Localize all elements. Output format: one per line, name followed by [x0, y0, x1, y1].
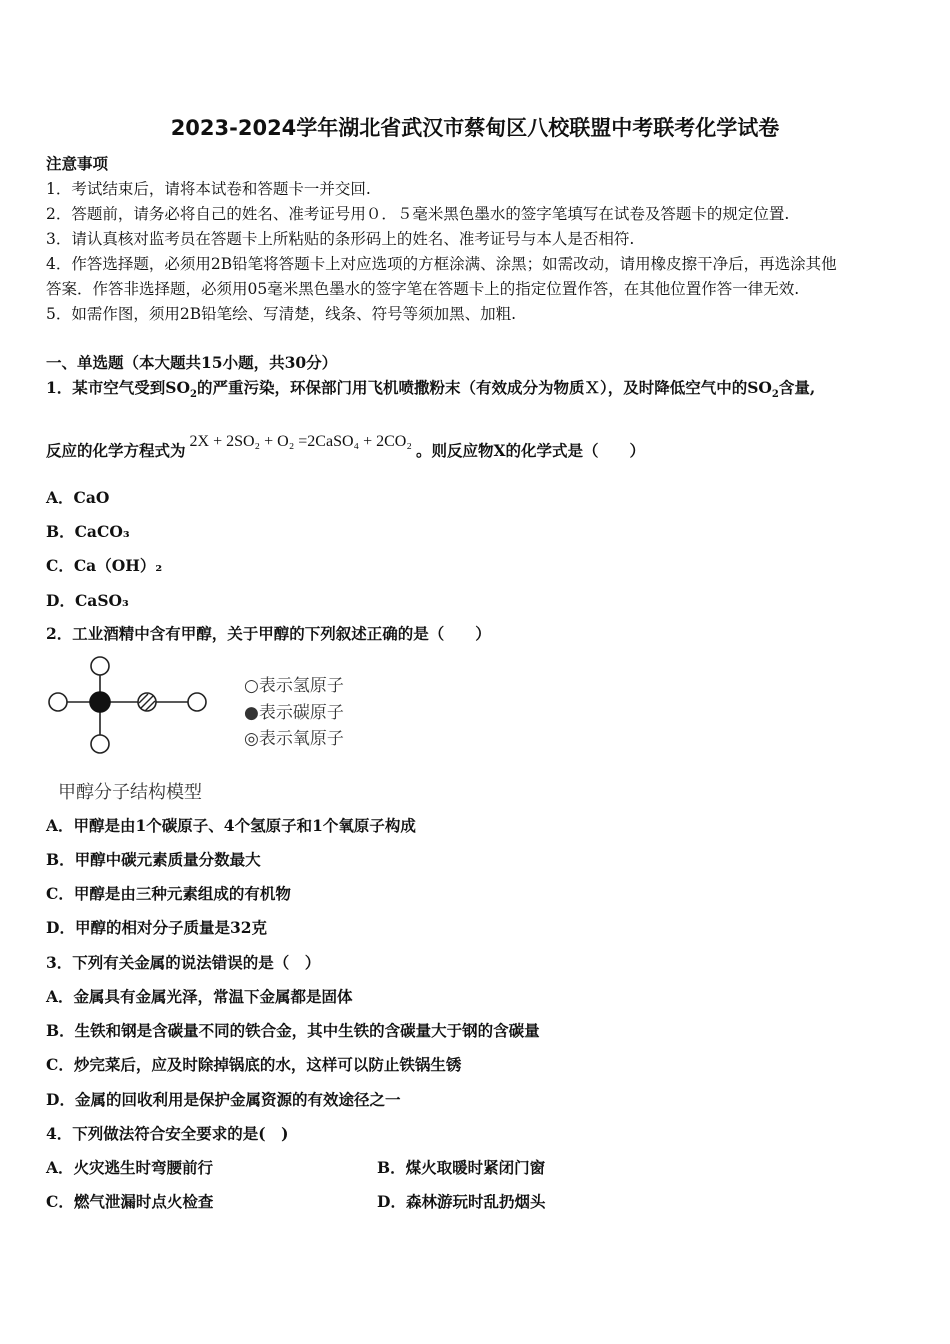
- q2-option-d[interactable]: D．甲醇的相对分子质量是32克: [46, 918, 268, 937]
- hydrogen-atom-left: [49, 693, 67, 711]
- legend-oxygen: ◎表示氧原子: [244, 729, 344, 749]
- page-title: 2023-2024学年湖北省武汉市蔡甸区八校联盟中考联考化学试卷: [170, 116, 780, 140]
- carbon-atom: [90, 692, 110, 712]
- q4-option-c[interactable]: C．燃气泄漏时点火检查: [46, 1192, 214, 1211]
- note-item: 2．答题前，请务必将自己的姓名、准考证号用０．５毫米黑色墨水的签字笔填写在试卷及答题卡的规定位置.: [46, 205, 790, 223]
- question-1-equation-line: 反应的化学方程式为 2X + 2SO₂ + O₂ =2CaSO₄ + 2CO₂ 。则反应物X的化学式是（ ）: [46, 433, 645, 460]
- q4-option-b[interactable]: B．煤火取暖时紧闭门窗: [377, 1158, 546, 1177]
- molecule-caption: 甲醇分子结构模型: [58, 782, 202, 803]
- question-1-stem: 1．某市空气受到$SO_2$的严重污染，环保部门用飞机喷撒粉末（有效成分为物质Ｘ），及时降低空气中的$SO_2$含量,: [46, 378, 816, 401]
- q3-option-c[interactable]: C．炒完菜后，应及时除掉锅底的水，这样可以防止铁锅生锈: [46, 1055, 462, 1074]
- hydrogen-atom-bottom: [91, 735, 109, 753]
- chemical-equation: 2X + 2SO₂ + O₂ =2CaSO₄ + 2CO₂: [189, 433, 412, 450]
- q2-option-c[interactable]: C．甲醇是由三种元素组成的有机物: [46, 884, 291, 903]
- note-item: 1．考试结束后，请将本试卷和答题卡一并交回.: [46, 180, 371, 198]
- question-3-stem: 3．下列有关金属的说法错误的是（ ）: [46, 953, 321, 972]
- note-item: 答案．作答非选择题，必须用05毫米黑色墨水的签字笔在答题卡上的指定位置作答，在其他位置作答一律无效.: [46, 280, 800, 298]
- q1-option-b[interactable]: B．CaCO₃: [46, 522, 130, 541]
- q1-option-c[interactable]: C．Ca（OH）₂: [46, 556, 163, 575]
- hydrogen-atom-right: [188, 693, 206, 711]
- q1-option-d[interactable]: D．CaSO₃: [46, 591, 129, 610]
- section-heading: 一、单选题（本大题共15小题，共30分）: [46, 353, 338, 372]
- legend-carbon: ●表示碳原子: [244, 703, 344, 723]
- q3-option-d[interactable]: D．金属的回收利用是保护金属资源的有效途径之一: [46, 1090, 401, 1109]
- q4-option-d[interactable]: D．森林游玩时乱扔烟头: [377, 1192, 546, 1211]
- note-item: 5．如需作图，须用2B铅笔绘、写清楚，线条、符号等须加黑、加粗.: [46, 305, 517, 323]
- q3-option-b[interactable]: B．生铁和钢是含碳量不同的铁合金，其中生铁的含碳量大于钢的含碳量: [46, 1021, 540, 1040]
- note-item: 4．作答选择题，必须用2B铅笔将答题卡上对应选项的方框涂满、涂黑；如需改动，请用橡皮擦干净后，再选涂其他: [46, 255, 837, 273]
- q2-option-b[interactable]: B．甲醇中碳元素质量分数最大: [46, 850, 261, 869]
- question-2-stem: 2．工业酒精中含有甲醇，关于甲醇的下列叙述正确的是（ ）: [46, 624, 491, 643]
- question-4-stem: 4．下列做法符合安全要求的是( ): [46, 1124, 289, 1143]
- notes-heading: 注意事项: [46, 154, 109, 173]
- q4-option-a[interactable]: A．火灾逃生时弯腰前行: [46, 1158, 214, 1177]
- q2-option-a[interactable]: A．甲醇是由1个碳原子、4个氢原子和1个氧原子构成: [46, 816, 416, 835]
- q3-option-a[interactable]: A．金属具有金属光泽，常温下金属都是固体: [46, 987, 353, 1006]
- q1-option-a[interactable]: A．CaO: [46, 488, 110, 507]
- note-item: 3．请认真核对监考员在答题卡上所粘贴的条形码上的姓名、准考证号与本人是否相符.: [46, 230, 635, 248]
- legend-hydrogen: ○表示氢原子: [244, 676, 344, 696]
- hydrogen-atom-top: [91, 657, 109, 675]
